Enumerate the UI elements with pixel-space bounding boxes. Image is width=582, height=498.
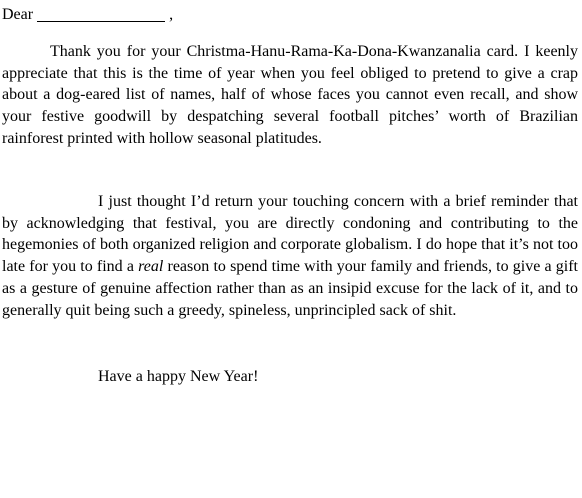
paragraph-reminder-emphasis: real — [138, 258, 164, 276]
paragraph-thank-you-text: Thank you for your Christma-Hanu-Rama-Ka-Dona-Kwanzanalia card. I keenly appreciate that this is the time of year when you feel obliged to pretend to give a crap about a dog-eared list of names, half of whose faces you cannot even recall, and show your festive goodwill by despatching several football pitches’ worth of Brazilian rainforest printed with hollow seasonal platitudes. — [2, 43, 578, 147]
paragraph-thank-you — [2, 41, 578, 150]
salutation-line — [2, 3, 173, 24]
closing-line: Have a happy New Year! — [98, 368, 259, 385]
salutation-greeting: Dear — [2, 6, 34, 23]
paragraph-reminder — [2, 191, 578, 321]
paragraph-reminder-text-before: I just thought I’d return your touching concern with a brief reminder that by acknowledging that festival, you are directly condoning and contributing to the hegemonies of both organized religion and corporate globalism. I do hope that it’s not too late for you to find a — [2, 193, 578, 276]
salutation-comma: , — [169, 6, 174, 23]
recipient-blank-line — [37, 3, 165, 22]
paragraph-reminder-text-after: reason to spend time with your family and friends, to give a gift as a gesture of genuine affection rather than as an insipid excuse for the lack of it, and to generally quit being such a greedy, spineless, unprincipled sack of shit. — [2, 258, 578, 319]
